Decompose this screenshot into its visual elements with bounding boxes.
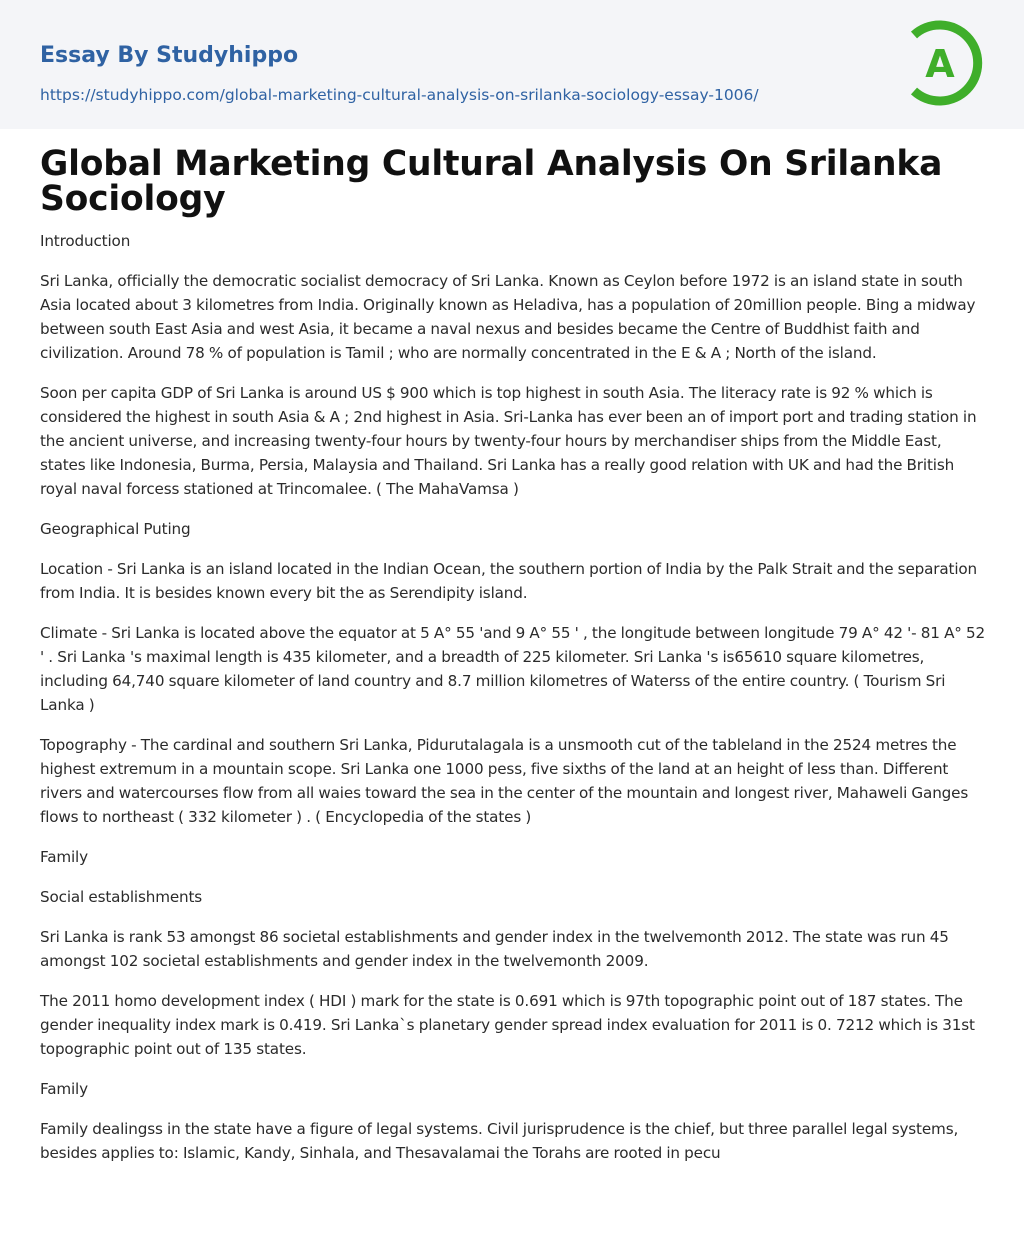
essay-paragraph: Introduction: [40, 232, 131, 250]
site-header: [0, 0, 1024, 129]
essay-paragraph: Sri Lanka, officially the democratic socialist democracy of Sri Lanka. Known as Ceylon before 1972 is an island state in south Asia located about 3 kilometres from India. Originally known as Heladiva, has a population of 20million people. Bing a midway between south East Asia and west Asia, it became a naval nexus and besides became the Centre of Buddhist faith and civilization. Around 78 % of population is Tamil ; who are normally concentrated in the E & A ; North of the island.: [40, 272, 976, 362]
essay-paragraph: Topography - The cardinal and southern Sri Lanka, Pidurutalagala is a unsmooth cut of the tableland in the 2524 metres the highest extremum in a mountain scope. Sri Lanka one 1000 pess, five sixths of the land at an height of less than. Different rivers and watercourses flow from all waies toward the sea in the center of the mountain and longest river, Mahaweli Ganges flows to northeast ( 332 kilometer ) . ( Encyclopedia of the states ): [40, 736, 969, 826]
essay-paragraph: Location - Sri Lanka is an island located in the Indian Ocean, the southern portion of India by the Palk Strait and the separation from India. It is besides known every bit the as Serendipity island.: [40, 560, 978, 602]
logo-letter: A: [925, 42, 955, 86]
essay-paragraph: Soon per capita GDP of Sri Lanka is around US $ 900 which is top highest in south Asia. The literacy rate is 92 % which is considered the highest in south Asia & A ; 2nd highest in Asia. Sri-Lanka has ever been an of import port and trading station in the ancient universe, and increasing twenty-four hours by twenty-four hours by merchandiser ships from the Middle East, states like Indonesia, Burma, Persia, Malaysia and Thailand. Sri Lanka has a really good relation with UK and had the British royal naval forcess stationed at Trincomalee. ( The MahaVamsa ): [40, 384, 977, 498]
essay-paragraph: Family dealingss in the state have a figure of legal systems. Civil jurisprudence is the chief, but three parallel legal systems, besides applies to: Islamic, Kandy, Sinhala, and Thesavalamai the Torahs are rooted in pecu: [40, 1120, 959, 1162]
essay-paragraph: Climate - Sri Lanka is located above the equator at 5 A° 55 'and 9 A° 55 ' , the longitude between longitude 79 A° 42 '- 81 A° 52 ' . Sri Lanka 's maximal length is 435 kilometer, and a breadth of 225 kilometer. Sri Lanka 's is65610 square kilometres, including 64,740 square kilometer of land country and 8.7 million kilometres of Waterss of the entire country. ( Tourism Sri Lanka ): [40, 624, 986, 714]
studyhippo-logo-icon[interactable]: [904, 17, 992, 109]
essay-paragraph: Family: [40, 1080, 88, 1098]
essay-url-link[interactable]: https://studyhippo.com/global-marketing-cultural-analysis-on-srilanka-sociology-essay-1006/: [40, 86, 759, 104]
essay-content: [40, 144, 986, 1181]
essay-body: [40, 229, 986, 1165]
essay-title: Global Marketing Cultural Analysis On Srilanka Sociology: [40, 144, 943, 219]
essay-paragraph: Sri Lanka is rank 53 amongst 86 societal establishments and gender index in the twelvemonth 2012. The state was run 45 amongst 102 societal establishments and gender index in the twelvemonth 2009.: [40, 928, 949, 970]
essay-paragraph: The 2011 homo development index ( HDI ) mark for the state is 0.691 which is 97th topographic point out of 187 states. The gender inequality index mark is 0.419. Sri Lanka`s planetary gender spread index evaluation for 2011 is 0. 7212 which is 31st topographic point out of 135 states.: [40, 992, 975, 1058]
essay-paragraph: Social establishments: [40, 888, 203, 906]
essay-paragraph: Geographical Puting: [40, 520, 191, 538]
essay-paragraph: Family: [40, 848, 88, 866]
site-brand[interactable]: Essay By Studyhippo: [40, 43, 299, 68]
